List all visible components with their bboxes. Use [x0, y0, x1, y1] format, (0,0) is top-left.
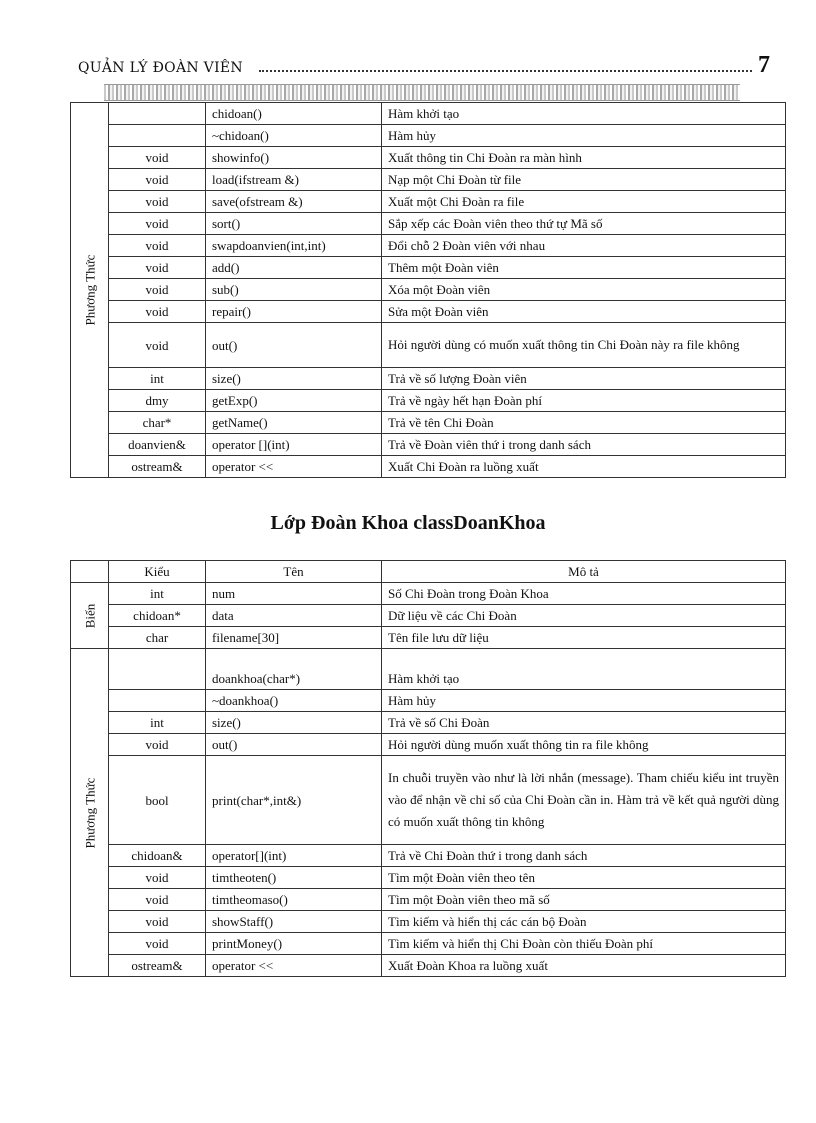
decorative-border-band — [104, 84, 740, 101]
description-cell: Tìm một Đoàn viên theo mã số — [382, 889, 786, 911]
group-phuong-thuc — [71, 103, 109, 478]
description-cell: Tìm kiếm và hiển thị Chi Đoàn còn thiếu Đoàn phí — [382, 933, 786, 955]
header-name: Tên — [206, 561, 382, 583]
type-cell: int — [109, 368, 206, 390]
type-cell — [109, 690, 206, 712]
name-cell: doankhoa(char*) — [206, 649, 382, 690]
table-row — [71, 279, 786, 301]
name-cell: timtheomaso() — [206, 889, 382, 911]
description-cell: Xuất Đoàn Khoa ra luồng xuất — [382, 955, 786, 977]
table-row — [71, 649, 786, 690]
type-cell: void — [109, 301, 206, 323]
name-cell: operator << — [206, 955, 382, 977]
name-cell: filename[30] — [206, 627, 382, 649]
table-row — [71, 412, 786, 434]
name-cell: getName() — [206, 412, 382, 434]
table-row — [71, 867, 786, 889]
description-cell: Hàm khởi tạo — [382, 649, 786, 690]
type-cell: ostream& — [109, 955, 206, 977]
type-cell — [109, 649, 206, 690]
name-cell: add() — [206, 257, 382, 279]
name-cell: showinfo() — [206, 147, 382, 169]
name-cell: save(ofstream &) — [206, 191, 382, 213]
type-cell: void — [109, 734, 206, 756]
type-cell: bool — [109, 756, 206, 845]
name-cell: out() — [206, 323, 382, 368]
type-cell: char* — [109, 412, 206, 434]
type-cell: void — [109, 235, 206, 257]
type-cell: int — [109, 712, 206, 734]
table-row — [71, 456, 786, 478]
name-cell: ~doankhoa() — [206, 690, 382, 712]
description-cell: Xuất Chi Đoàn ra luồng xuất — [382, 456, 786, 478]
description-cell: In chuỗi truyền vào như là lời nhắn (message). Tham chiếu kiểu int truyền vào để nhận về chỉ số của Chi Đoàn cần in. Hàm trả về kết quả người dùng có muốn xuất thông tin không — [382, 756, 786, 845]
type-cell: void — [109, 191, 206, 213]
table-row — [71, 690, 786, 712]
description-cell: Trả về số Chi Đoàn — [382, 712, 786, 734]
chidoan-methods-table — [70, 102, 786, 478]
description-cell: Trả về Đoàn viên thứ i trong danh sách — [382, 434, 786, 456]
page-header — [78, 52, 770, 78]
table-row — [71, 756, 786, 845]
description-cell: Sửa một Đoàn viên — [382, 301, 786, 323]
name-cell: operator [](int) — [206, 434, 382, 456]
type-cell: void — [109, 911, 206, 933]
table-header-row — [71, 561, 786, 583]
description-cell: Sắp xếp các Đoàn viên theo thứ tự Mã số — [382, 213, 786, 235]
description-cell: Hỏi người dùng có muốn xuất thông tin Chi Đoàn này ra file không — [382, 323, 786, 368]
type-cell — [109, 125, 206, 147]
table-row — [71, 933, 786, 955]
type-cell: void — [109, 323, 206, 368]
type-cell: void — [109, 867, 206, 889]
table-row — [71, 712, 786, 734]
description-cell: Tìm một Đoàn viên theo tên — [382, 867, 786, 889]
name-cell: size() — [206, 712, 382, 734]
description-cell: Trả về tên Chi Đoàn — [382, 412, 786, 434]
name-cell: showStaff() — [206, 911, 382, 933]
name-cell: chidoan() — [206, 103, 382, 125]
description-cell: Trả về Chi Đoàn thứ i trong danh sách — [382, 845, 786, 867]
type-cell: int — [109, 583, 206, 605]
type-cell: char — [109, 627, 206, 649]
table-row — [71, 845, 786, 867]
name-cell: timtheoten() — [206, 867, 382, 889]
name-cell: swapdoanvien(int,int) — [206, 235, 382, 257]
type-cell: ostream& — [109, 456, 206, 478]
name-cell: repair() — [206, 301, 382, 323]
table-row — [71, 889, 786, 911]
description-cell: Trả về số lượng Đoàn viên — [382, 368, 786, 390]
table-row — [71, 434, 786, 456]
page-number: 7 — [758, 52, 770, 78]
description-cell: Hàm khởi tạo — [382, 103, 786, 125]
type-cell: void — [109, 147, 206, 169]
description-cell: Dữ liệu về các Chi Đoàn — [382, 605, 786, 627]
name-cell: getExp() — [206, 390, 382, 412]
table-row — [71, 191, 786, 213]
section-title: Lớp Đoàn Khoa classDoanKhoa — [270, 512, 546, 534]
table-row — [71, 605, 786, 627]
header-leader-dots — [259, 70, 752, 72]
name-cell: print(char*,int&) — [206, 756, 382, 845]
type-cell: chidoan& — [109, 845, 206, 867]
header-desc: Mô tả — [382, 561, 786, 583]
table-row — [71, 301, 786, 323]
name-cell: printMoney() — [206, 933, 382, 955]
group-phuong-thuc-2-label: Phương Thức — [82, 777, 97, 848]
name-cell: load(ifstream &) — [206, 169, 382, 191]
table-row — [71, 390, 786, 412]
description-cell: Xuất thông tin Chi Đoàn ra màn hình — [382, 147, 786, 169]
header-group-cell — [71, 561, 109, 583]
table-row — [71, 368, 786, 390]
description-cell: Hàm hủy — [382, 690, 786, 712]
table-row — [71, 125, 786, 147]
type-cell: chidoan* — [109, 605, 206, 627]
name-cell: sub() — [206, 279, 382, 301]
table-row — [71, 734, 786, 756]
name-cell: size() — [206, 368, 382, 390]
type-cell: void — [109, 933, 206, 955]
type-cell — [109, 103, 206, 125]
description-cell: Tìm kiếm và hiển thị các cán bộ Đoàn — [382, 911, 786, 933]
description-cell: Số Chi Đoàn trong Đoàn Khoa — [382, 583, 786, 605]
description-cell: Tên file lưu dữ liệu — [382, 627, 786, 649]
table-row — [71, 235, 786, 257]
table-row — [71, 169, 786, 191]
description-cell: Hỏi người dùng muốn xuất thông tin ra file không — [382, 734, 786, 756]
group-phuong-thuc-2 — [71, 649, 109, 977]
name-cell: ~chidoan() — [206, 125, 382, 147]
description-cell: Xuất một Chi Đoàn ra file — [382, 191, 786, 213]
name-cell: out() — [206, 734, 382, 756]
table-row — [71, 323, 786, 368]
header-title: QUẢN LÝ ĐOÀN VIÊN — [78, 60, 243, 76]
name-cell: operator[](int) — [206, 845, 382, 867]
type-cell: void — [109, 279, 206, 301]
table-row — [71, 257, 786, 279]
table-row — [71, 911, 786, 933]
description-cell: Xóa một Đoàn viên — [382, 279, 786, 301]
type-cell: doanvien& — [109, 434, 206, 456]
description-cell: Hàm hủy — [382, 125, 786, 147]
type-cell: void — [109, 169, 206, 191]
group-phuong-thuc-label: Phương Thức — [82, 254, 97, 326]
description-cell: Đổi chỗ 2 Đoàn viên với nhau — [382, 235, 786, 257]
name-cell: num — [206, 583, 382, 605]
description-cell: Nạp một Chi Đoàn từ file — [382, 169, 786, 191]
group-bien — [71, 583, 109, 649]
name-cell: operator << — [206, 456, 382, 478]
type-cell: void — [109, 257, 206, 279]
table-row — [71, 213, 786, 235]
table-row — [71, 627, 786, 649]
type-cell: void — [109, 213, 206, 235]
table-row — [71, 583, 786, 605]
type-cell: void — [109, 889, 206, 911]
name-cell: sort() — [206, 213, 382, 235]
table-row — [71, 955, 786, 977]
type-cell: dmy — [109, 390, 206, 412]
description-cell: Trả về ngày hết hạn Đoàn phí — [382, 390, 786, 412]
doankhoa-class-table — [70, 560, 786, 977]
header-type: Kiểu — [109, 561, 206, 583]
name-cell: data — [206, 605, 382, 627]
group-bien-label: Biến — [82, 603, 97, 628]
description-cell: Thêm một Đoàn viên — [382, 257, 786, 279]
table-row — [71, 103, 786, 125]
table-row — [71, 147, 786, 169]
